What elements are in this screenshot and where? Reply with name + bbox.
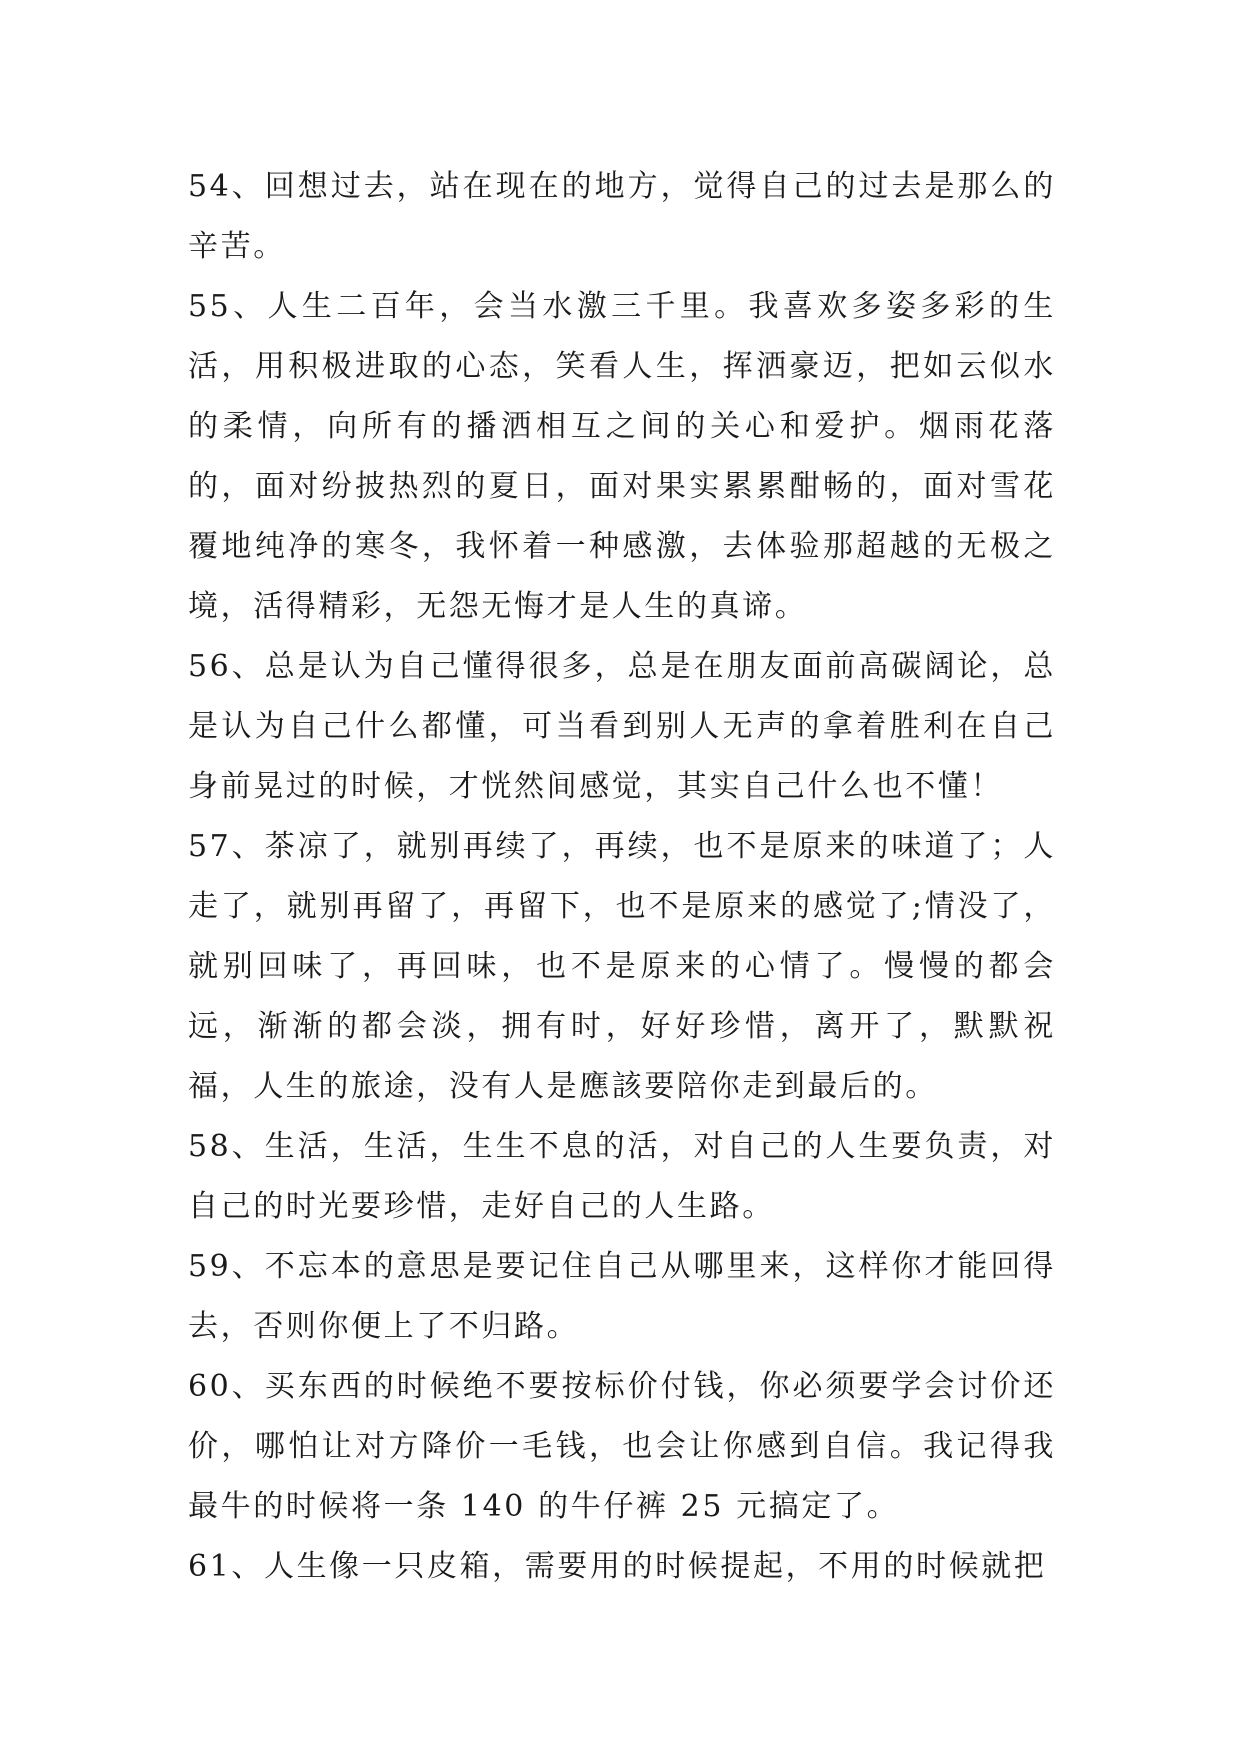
paragraph-60: 60、买东西的时候绝不要按标价付钱，你必须要学会讨价还价，哪怕让对方降价一毛钱，也会让你感到自信。我记得我最牛的时候将一条 140 的牛仔裤 25 元搞定了。 <box>188 1369 1056 1524</box>
paragraph-54: 54、回想过去，站在现在的地方，觉得自己的过去是那么的辛苦。 <box>188 169 1056 264</box>
paragraph-57: 57、茶凉了，就别再续了，再续，也不是原来的味道了；人走了，就别再留了，再留下，也不是原来的感觉了;情没了，就别回味了，再回味，也不是原来的心情了。慢慢的都会远，渐渐的都会淡，拥有时，好好珍惜，离开了，默默祝福，人生的旅途，没有人是應該要陪你走到最后的。 <box>188 829 1056 1104</box>
document-body <box>188 157 1056 1597</box>
paragraph-55: 55、人生二百年，会当水激三千里。我喜欢多姿多彩的生活，用积极进取的心态，笑看人生，挥洒豪迈，把如云似水的柔情，向所有的播洒相互之间的关心和爱护。烟雨花落的，面对纷披热烈的夏日，面对果实累累酣畅的，面对雪花覆地纯净的寒冬，我怀着一种感激，去体验那超越的无极之境，活得精彩，无怨无悔才是人生的真谛。 <box>188 289 1056 624</box>
paragraph-56: 56、总是认为自己懂得很多，总是在朋友面前高碳阔论，总是认为自己什么都懂，可当看到别人无声的拿着胜利在自己身前晃过的时候，才恍然间感觉，其实自己什么也不懂！ <box>188 649 1056 804</box>
paragraph-58: 58、生活，生活，生生不息的活，对自己的人生要负责，对自己的时光要珍惜，走好自己的人生路。 <box>188 1129 1056 1224</box>
paragraph-61: 61、人生像一只皮箱，需要用的时候提起，不用的时候就把 <box>188 1549 1047 1584</box>
paragraph-59: 59、不忘本的意思是要记住自己从哪里来，这样你才能回得去，否则你便上了不归路。 <box>188 1249 1056 1344</box>
